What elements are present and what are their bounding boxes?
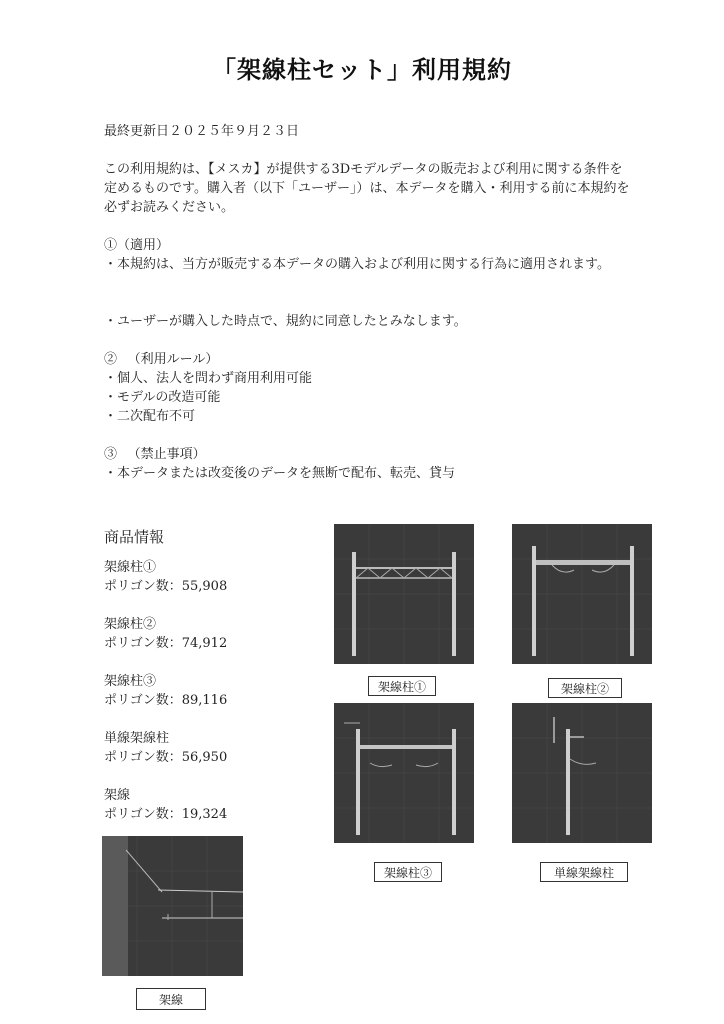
product-polygons-3: ポリゴン数：89,116: [104, 693, 228, 708]
section-3-line-1: ・本データまたは改変後のデータを無断で配布、転売、貸与: [104, 466, 456, 481]
section-1-line-2: ・ユーザーが購入した時点で、規約に同意したとみなします。: [104, 314, 467, 329]
catenary-pole-2-render: [512, 524, 652, 664]
product-polygons-1: ポリゴン数：55,908: [104, 579, 228, 594]
product-polygons-5: ポリゴン数：19,324: [104, 807, 228, 822]
last-updated: 最終更新日２０２５年９月２３日: [104, 124, 300, 139]
section-3-heading: ③ （禁止事項）: [104, 447, 206, 462]
section-1-heading: ①（適用）: [104, 238, 170, 253]
product-name-3: 架線柱③: [104, 674, 157, 689]
section-2-heading: ② （利用ルール）: [104, 352, 219, 367]
catenary-pole-1-render: [334, 524, 474, 664]
single-track-pole-render: [512, 703, 652, 843]
document-title: 「架線柱セット」利用規約: [212, 56, 512, 84]
intro-paragraph: この利用規約は、【メスカ】が提供する3Dモデルデータの販売および利用に関する条件を定めるものです。購入者（以下「ユーザー」）は、本データを購入・利用する前に本規約を必ずお読みください。: [104, 162, 630, 215]
caption-catenary-pole-1: 架線柱①: [368, 676, 436, 696]
product-polygons-4: ポリゴン数：56,950: [104, 750, 228, 765]
section-1-line-1: ・本規約は、当方が販売する本データの購入および利用に関する行為に適用されます。: [104, 257, 610, 272]
section-2-line-3: ・二次配布不可: [104, 409, 196, 424]
caption-catenary-pole-2: 架線柱②: [548, 678, 622, 698]
caption-single-track-pole: 単線架線柱: [540, 862, 628, 882]
product-name-4: 単線架線柱: [104, 731, 170, 746]
catenary-pole-3-render: [334, 703, 474, 843]
product-info-heading: 商品情報: [104, 528, 165, 546]
product-name-1: 架線柱①: [104, 560, 157, 575]
section-2-line-1: ・個人、法人を問わず商用利用可能: [104, 371, 313, 386]
section-2-line-2: ・モデルの改造可能: [104, 390, 221, 405]
product-polygons-2: ポリゴン数：74,912: [104, 636, 228, 651]
caption-catenary-pole-3: 架線柱③: [374, 862, 442, 882]
product-name-5: 架線: [104, 788, 131, 803]
overhead-wire-render: [102, 836, 243, 976]
product-name-2: 架線柱②: [104, 617, 157, 632]
caption-overhead-wire: 架線: [136, 988, 206, 1010]
